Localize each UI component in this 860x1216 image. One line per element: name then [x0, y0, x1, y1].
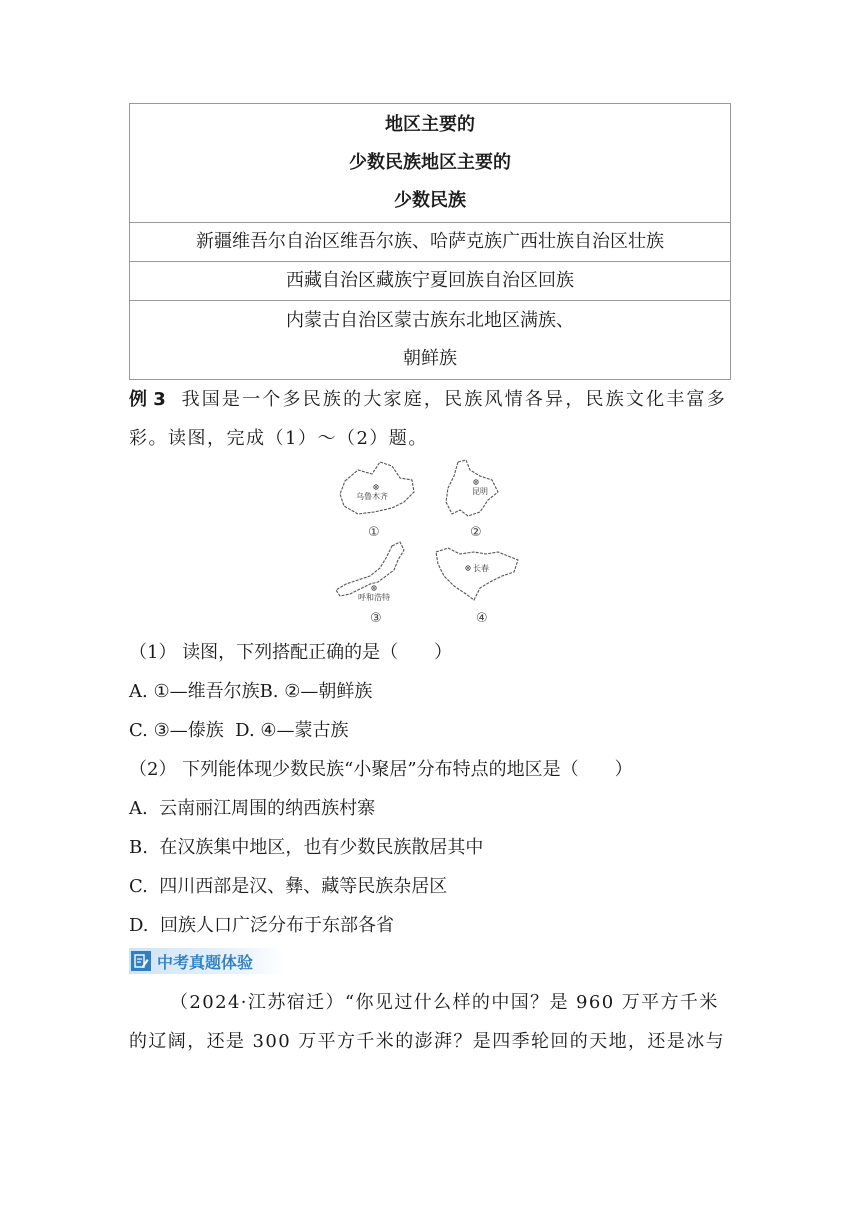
question2-option-a: A. 云南丽江周围的纳西族村寨 [129, 798, 376, 819]
example-label: 例 3 [129, 389, 166, 410]
header-line: 少数民族地区主要的 [349, 152, 511, 173]
table-header-row [130, 104, 731, 223]
map-number: ③ [370, 611, 382, 626]
table-row [130, 223, 731, 262]
exam-text-line2: 的辽阔，还是 300 万平方千米的澎湃？是四季轮回的天地，还是冰与 [129, 1031, 725, 1052]
table-cell [130, 301, 731, 380]
question1-options-cd: C. ③—傣族 D. ④—蒙古族 [129, 720, 349, 741]
section-title: 中考真题体验 [157, 952, 254, 972]
ethnic-distribution-table [129, 103, 731, 380]
map-number: ① [368, 525, 380, 540]
table-header-cell [130, 104, 731, 223]
city-label: 呼和浩特 [358, 593, 390, 602]
province-maps-figure [330, 456, 530, 626]
question1-options-ab: A. ①—维吾尔族B. ②—朝鲜族 [129, 681, 373, 702]
cell-line: 内蒙古自治区蒙古族东北地区满族、 [286, 310, 574, 331]
question2-option-d: D. 回族人口广泛分布于东部各省 [129, 915, 394, 936]
map-yunnan [446, 460, 498, 540]
section-banner [129, 948, 285, 974]
header-line: 少数民族 [394, 190, 466, 211]
example-intro-line1 [129, 385, 727, 411]
cell-line: 朝鲜族 [403, 348, 457, 369]
question2-option-b: B. 在汉族集中地区，也有少数民族散居其中 [129, 837, 484, 858]
table-cell: 西藏自治区藏族宁夏回族自治区回族 [130, 262, 731, 301]
city-label: 乌鲁木齐 [356, 492, 388, 501]
pencil-note-icon [131, 951, 151, 971]
header-line: 地区主要的 [385, 114, 475, 135]
question2-stem: （2） 下列能体现少数民族“小聚居”分布特点的地区是（ ） [129, 759, 633, 780]
city-label: 长春 [473, 564, 489, 573]
example-intro-line2: 彩。读图，完成（1）～（2）题。 [129, 428, 428, 449]
table-row [130, 301, 731, 380]
question2-option-c: C. 四川西部是汉、彝、藏等民族杂居区 [129, 876, 448, 897]
table-row [130, 262, 731, 301]
map-xinjiang [340, 462, 414, 540]
example-intro-text: 我国是一个多民族的大家庭，民族风情各异，民族文化丰富多 [181, 389, 727, 410]
map-number: ② [470, 525, 482, 540]
city-label: 昆明 [472, 487, 488, 496]
exam-text-line1: （2024·江苏宿迁）“你见过什么样的中国？是 960 万平方千米 [170, 992, 719, 1013]
map-number: ④ [476, 611, 488, 626]
table-cell: 新疆维吾尔自治区维吾尔族、哈萨克族广西壮族自治区壮族 [130, 223, 731, 262]
map-jilin [436, 548, 518, 626]
map-neimenggu [336, 542, 404, 626]
question1-stem: （1） 读图，下列搭配正确的是（ ） [129, 642, 453, 663]
